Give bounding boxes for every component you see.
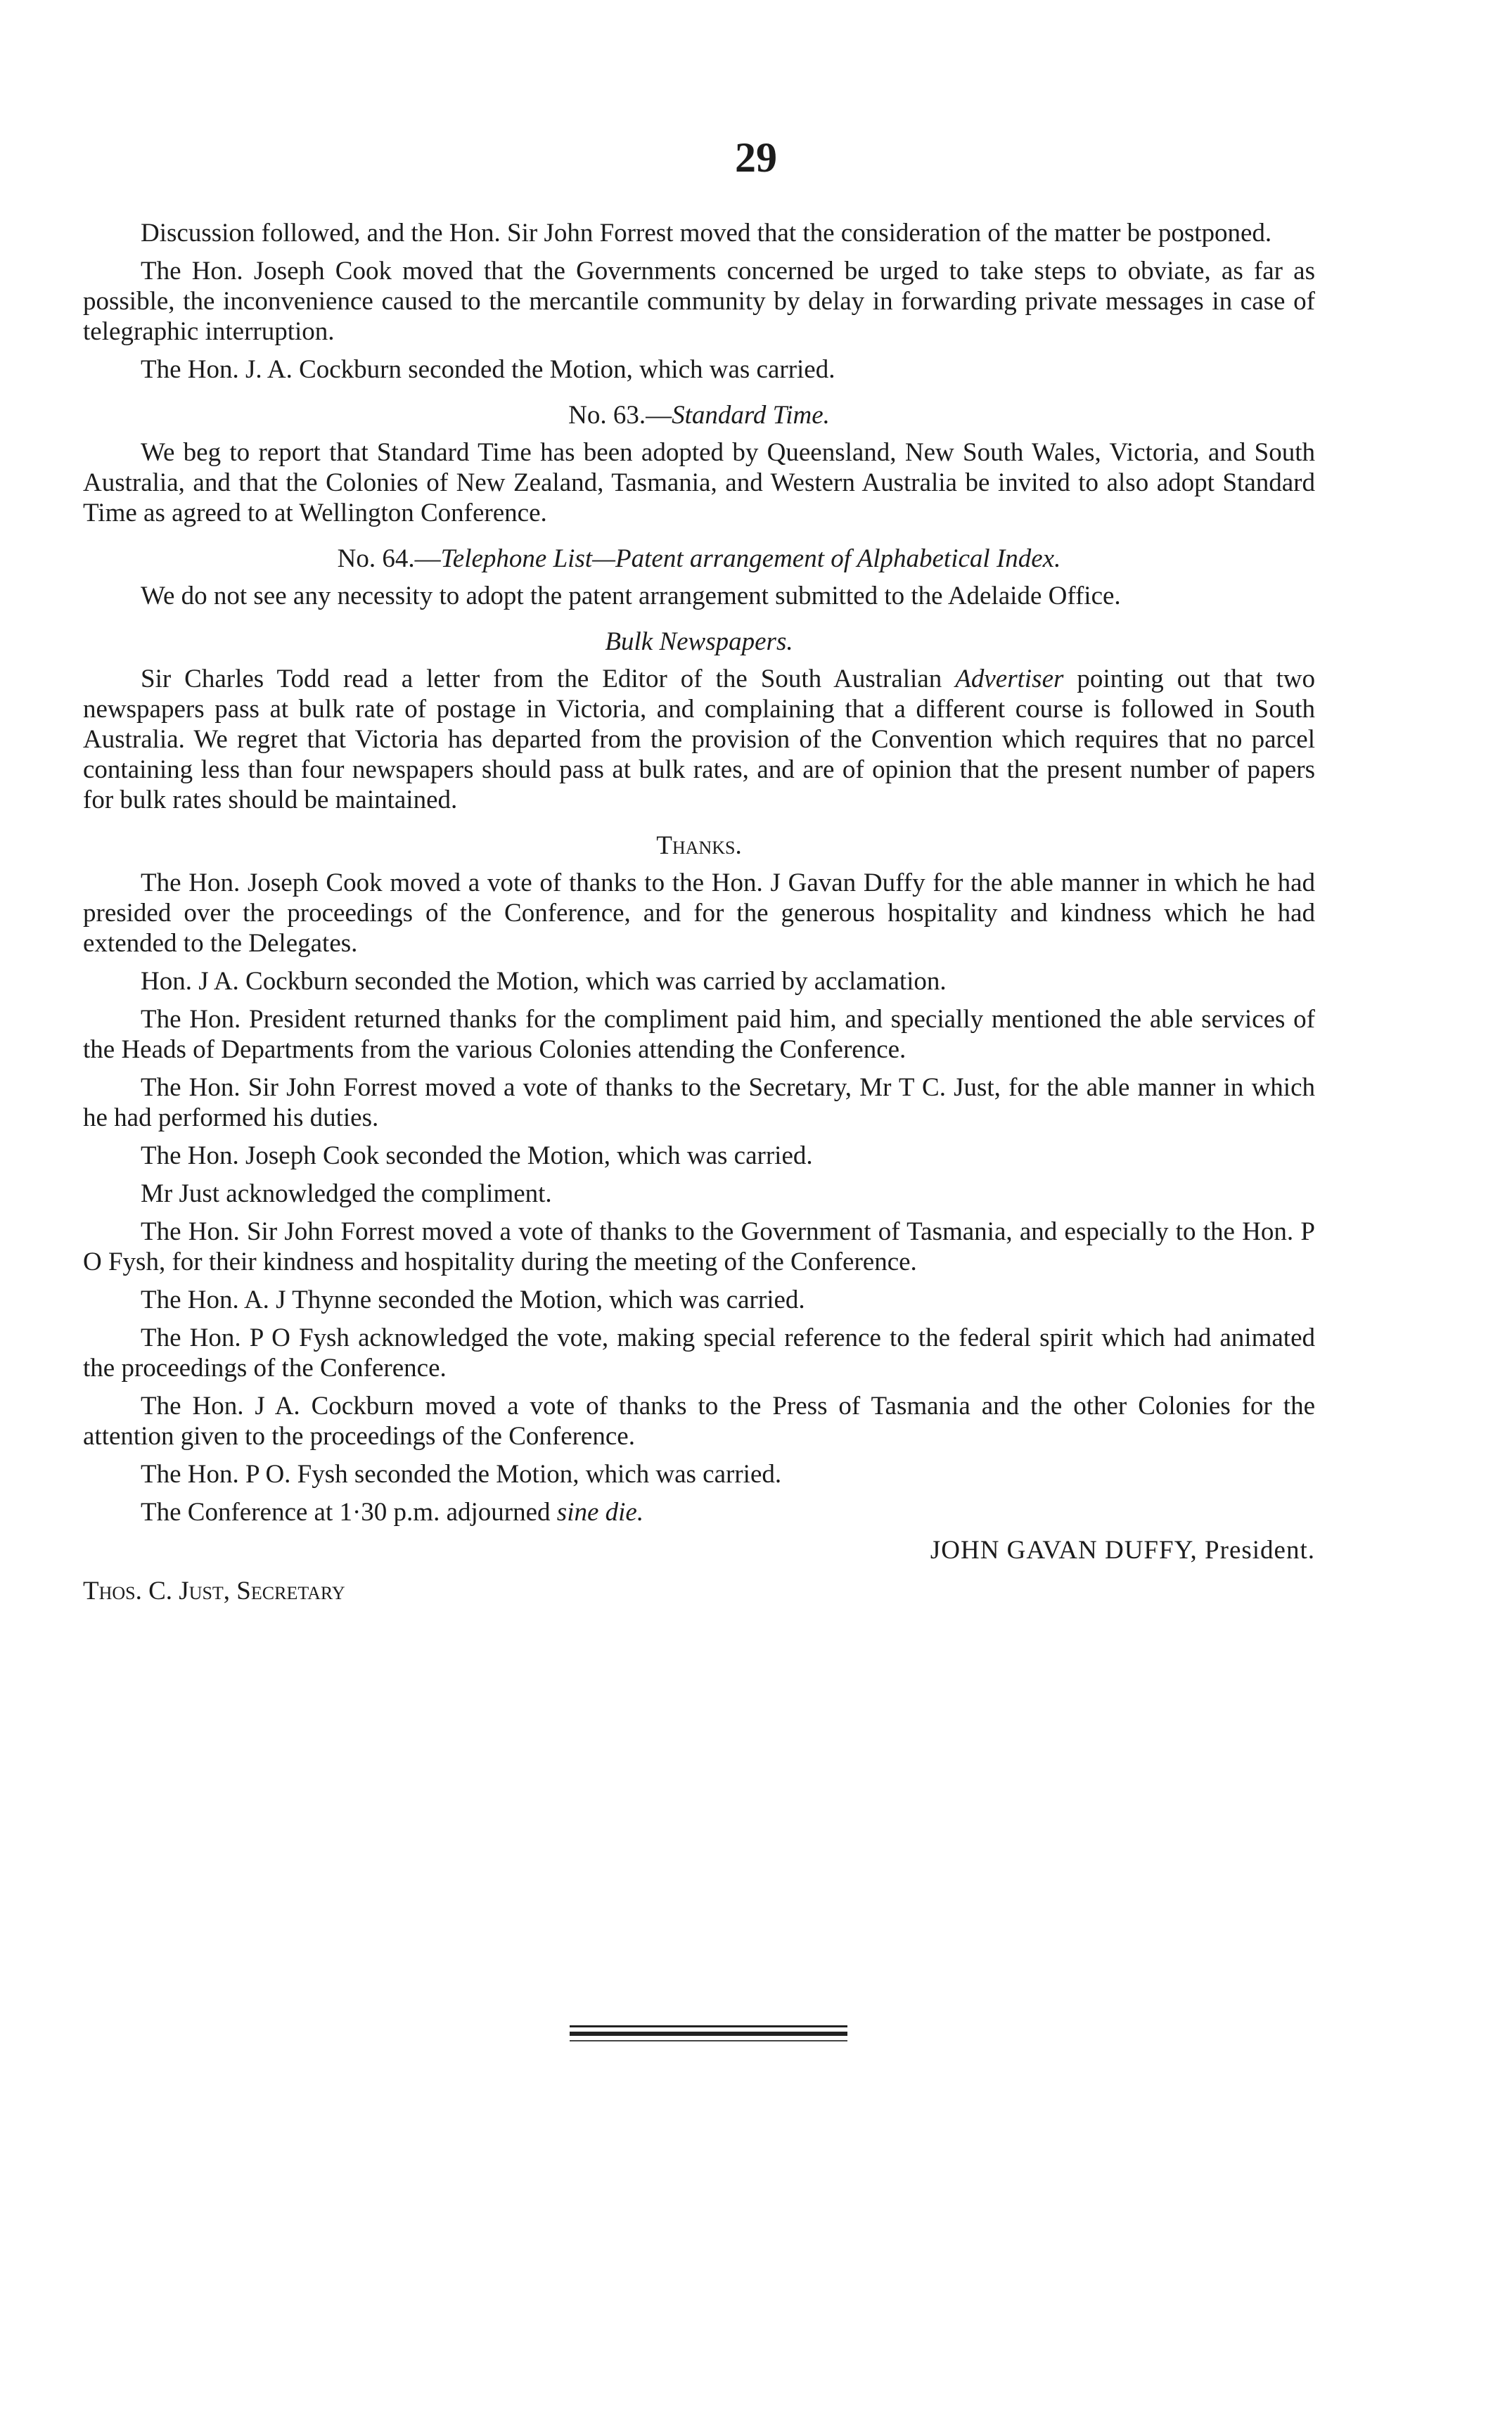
closing-rule-top	[570, 2025, 847, 2027]
heading-telephone-list	[83, 544, 1315, 574]
paragraph-cockburn-seconded: The Hon. J. A. Cockburn seconded the Motion, which was carried.	[141, 355, 835, 384]
advertiser-title: Advertiser	[955, 665, 1064, 693]
paragraph-thanks-press: The Hon. J A. Cockburn moved a vote of thanks to the Press of Tasmania and the other Colonies for the attention given to the proceedings of the Conference.	[83, 1392, 1315, 1451]
signature-block	[83, 1535, 1315, 1613]
bulk-text-end: pointing out that two newspapers pass at bulk rate of postage in Victoria, and complaining that a different course is followed in South Australia. We regret that Victoria has departed from the provision of the Convention which requires that no parcel containing less than four newspapers should pass at bulk rates, and are of opinion that the present number of papers for bulk rates should be maintained.	[83, 665, 1316, 814]
paragraph-just-acknowledged: Mr Just acknowledged the compliment.	[141, 1179, 552, 1208]
closing-rule-middle	[570, 2032, 847, 2036]
paragraph-president-thanks: The Hon. President returned thanks for the compliment paid him, and specially mentioned the able services of the Heads of Departments from the various Colonies attending the Conference.	[83, 1005, 1315, 1064]
paragraph-standard-time: We beg to report that Standard Time has been adopted by Queensland, New South Wales, Victoria, and South Australia, and that the Colonies of New Zealand, Tasmania, and Western Australia be invited to also adopt Standard Time as agreed to at Wellington Conference.	[83, 438, 1315, 527]
paragraph-thanks-tasmania: The Hon. Sir John Forrest moved a vote of thanks to the Government of Tasmania, and especially to the Hon. P O Fysh, for their kindness and hospitality during the meeting of the Conference.	[83, 1217, 1315, 1276]
paragraph-postponed: Discussion followed, and the Hon. Sir John Forrest moved that the consideration of the matter be postponed.	[141, 219, 1272, 248]
paragraph-fysh-acknowledged: The Hon. P O Fysh acknowledged the vote, making special reference to the federal spirit which had animated the proceedings of the Conference.	[83, 1323, 1315, 1383]
page-number: 29	[735, 134, 777, 181]
president-signature: JOHN GAVAN DUFFY, President.	[930, 1536, 1315, 1565]
heading-63-number: No. 63.—	[568, 401, 672, 430]
heading-bulk-newspapers: Bulk Newspapers.	[605, 627, 793, 656]
paragraph-bulk-newspapers	[83, 664, 1315, 815]
paragraph-cook-motion: The Hon. Joseph Cook moved that the Governments concerned be urged to take steps to obviate, as far as possible, the inconvenience caused to the mercantile community by delay in forwarding private messages in case of telegraphic interruption.	[83, 257, 1315, 346]
paragraph-fysh-seconded: The Hon. P O. Fysh seconded the Motion, which was carried.	[141, 1460, 782, 1489]
heading-64-number: No. 64.—	[337, 544, 441, 573]
closing-rule-bottom	[570, 2040, 847, 2041]
bulk-text-start: Sir Charles Todd read a letter from the Editor of the South Australian	[141, 665, 956, 693]
paragraph-thynne-seconded: The Hon. A. J Thynne seconded the Motion, which was carried.	[141, 1286, 805, 1314]
sine-die: sine die.	[556, 1498, 644, 1527]
heading-64-title: Telephone List—Patent arrangement of Alphabetical Index.	[440, 544, 1061, 573]
paragraph-telephone-list: We do not see any necessity to adopt the patent arrangement submitted to the Adelaide Office.	[141, 582, 1121, 610]
paragraph-adjourned	[83, 1497, 1315, 1527]
heading-standard-time	[83, 400, 1315, 430]
document-body	[83, 218, 1315, 1613]
secretary-signature: Thos. C. Just, Secretary	[83, 1577, 345, 1605]
heading-thanks: Thanks.	[656, 831, 742, 860]
paragraph-thanks-duffy: The Hon. Joseph Cook moved a vote of thanks to the Hon. J Gavan Duffy for the able manner in which he had presided over the proceedings of the Conference, and for the generous hospitality and kindness which he had extended to the Delegates.	[83, 868, 1315, 958]
heading-63-title: Standard Time.	[672, 401, 830, 430]
paragraph-acclamation: Hon. J A. Cockburn seconded the Motion, which was carried by acclamation.	[141, 967, 947, 996]
paragraph-cook-seconded: The Hon. Joseph Cook seconded the Motion, which was carried.	[141, 1141, 813, 1170]
adjourned-text: The Conference at 1·30 p.m. adjourned	[141, 1498, 557, 1527]
paragraph-thanks-secretary: The Hon. Sir John Forrest moved a vote of thanks to the Secretary, Mr T C. Just, for the able manner in which he had performed his duties.	[83, 1073, 1315, 1132]
